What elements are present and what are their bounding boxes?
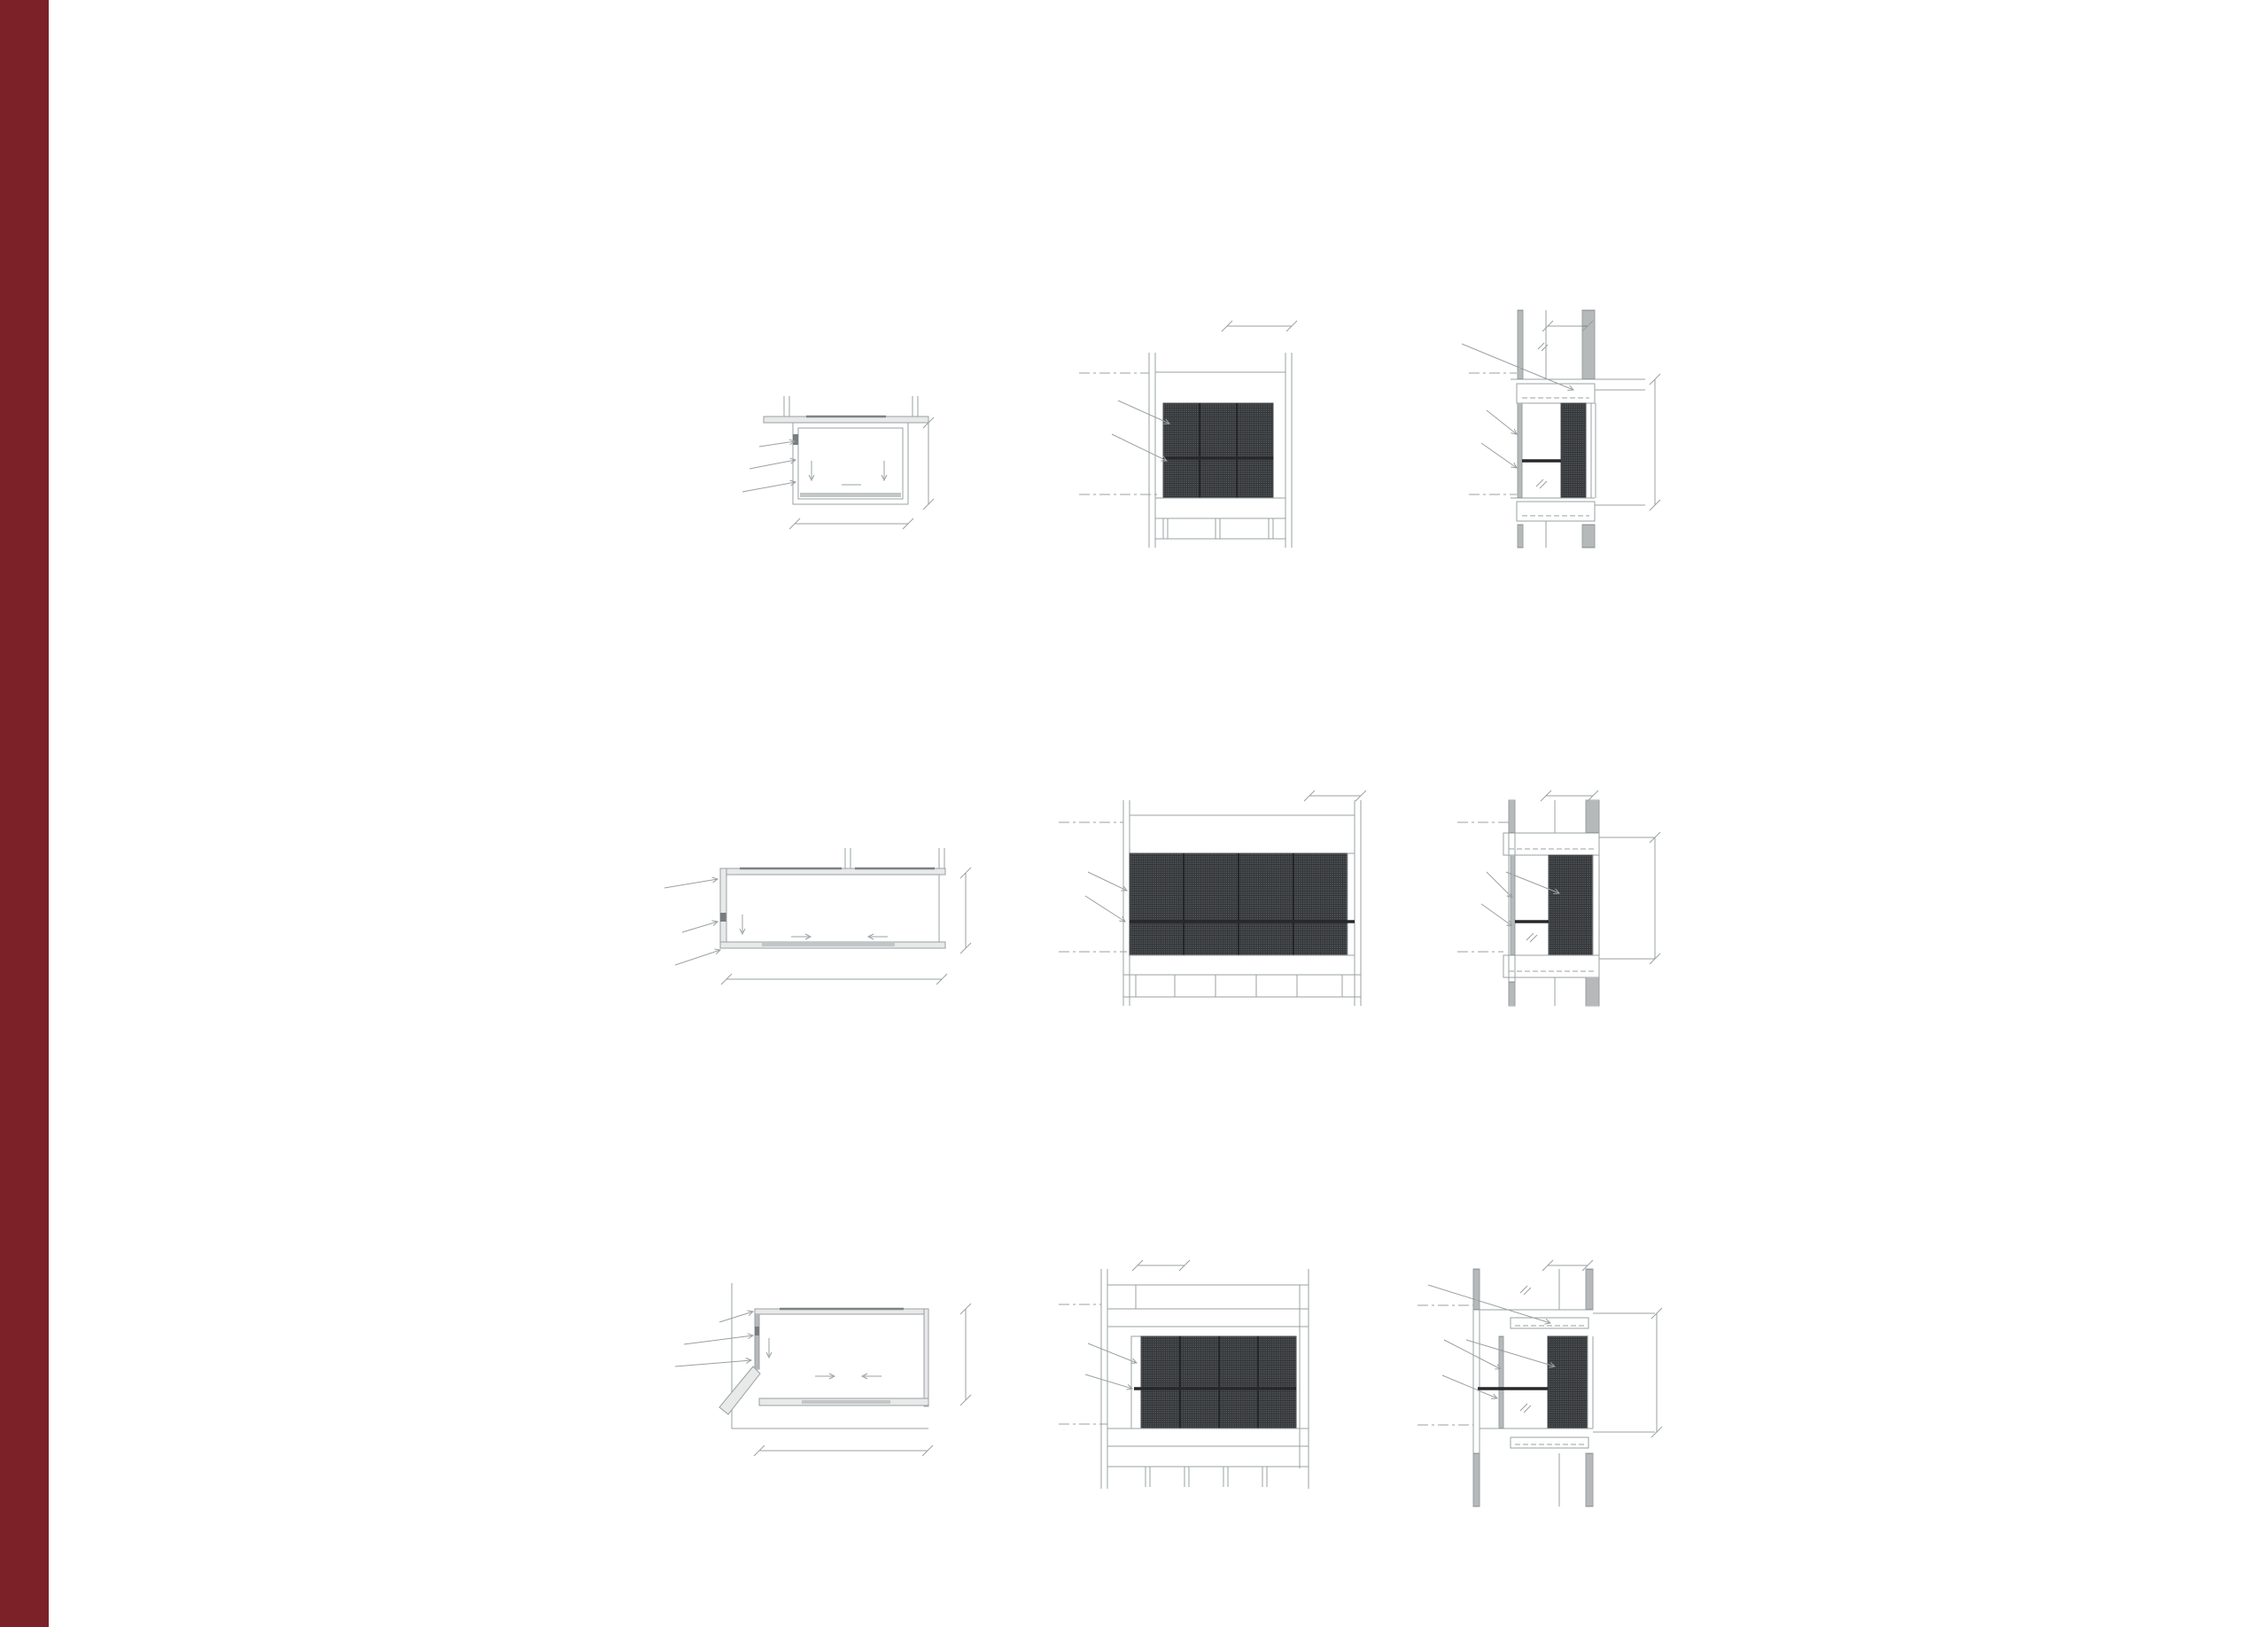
- row3-plan-linework: [675, 1283, 971, 1456]
- row2-drawings: [602, 775, 1719, 1032]
- row2-plan-linework: [664, 848, 971, 985]
- row1-section-linework: [1462, 310, 1660, 548]
- left-accent-bar: [0, 0, 49, 1627]
- row3-section-linework: [1418, 1260, 1662, 1506]
- row3-elevation-linework: [1059, 1260, 1309, 1489]
- row1-plan-linework: [742, 396, 934, 529]
- row1-elevation-linework: [1079, 321, 1297, 548]
- row2-elevation-linework: [1059, 790, 1366, 1006]
- row2-section-linework: [1457, 790, 1660, 1006]
- row1-drawings: [602, 306, 1719, 585]
- row3-drawings: [602, 1249, 1719, 1515]
